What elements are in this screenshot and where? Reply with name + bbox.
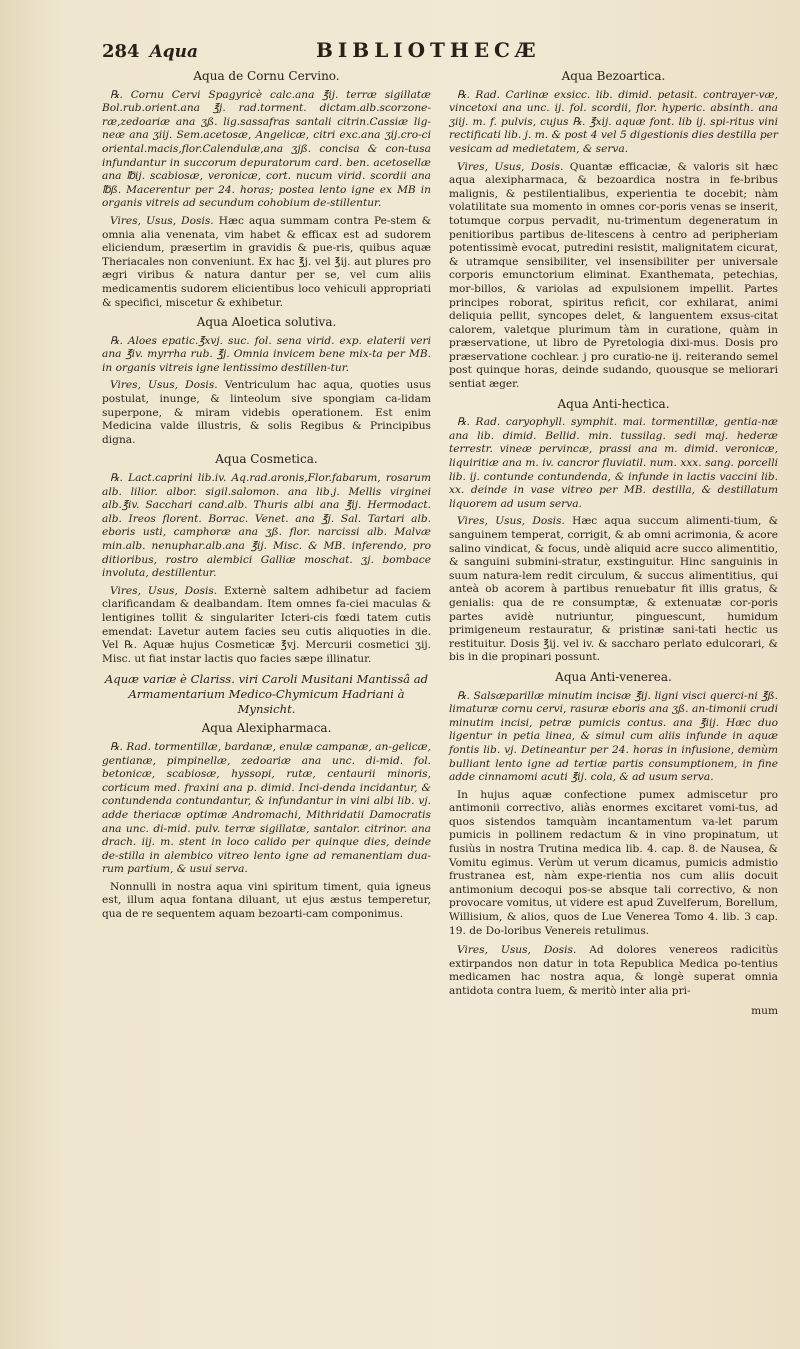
recipe-text: ℞. Rad. tormentillæ, bardanæ, enulæ campanæ, an-gelicæ, gentianæ, pimpinellæ, zedoariæ ana unc. di-mid. fol. betonicæ, scabiosæ, hyssopi, rutæ, centaurii minoris, corticum med. fraxini ana p. dimid. Inci-denda incidantur, & contundenda contundantur, & infundantur in vini albi lib. vj. adde theriacæ optimæ Andromachi, Mithridatii Damocratis ana unc. di-mid. pulv. terræ sigillatæ, santalor. citrinor. ana drach. iij. m. stent in loco calido per quinque dies, deinde de-stilla in alembico vitreo lento igne ad remanentiam dua-rum partium, & usui serva. [102,740,431,876]
section-title: Aqua Bezoartica. [561,69,666,83]
page-header [102,38,778,62]
usage-body: Ventriculum hac aqua, quoties usus postulat, inunge, & linteolum sive spongiam ca-lidam superpone, & miram videbis operationem. Est enim Medicina valde illustris, & solis Regibus & Principibus digna. [102,379,431,446]
usage-body: Quantæ efficaciæ, & valoris sit hæc aqua alexipharmaca, & bezoardica nostra in fe-bribus malignis, & pestilentialibus, experientia te docebit; nàm volatilitate sua momento in omnes cor-poris venas se inserit, totumque corpus pervadit, nu-trimentum degeneratum in penitioribus partibus de-litescens à centro ad peripheriam potentissimè evocat, putredini resistit, malignitatem cicurat, & utramque sensibiliter, vel insensibiliter per universale corporis emunctorium eliminat. Exanthemata, petechias, mor-billos, & variolas ad expulsionem impellit. Partes principes roborat, spiritus reficit, cor exhilarat, animi deliquia pellit, syncopes delet, & languentem exsus-citat calorem, valetque plurimum tàm in curatione, quàm in præservatione, ut libro de Pyretologia dixi-mus. Dosis pro præservatione cochlear. j pro curatio-ne ij. reiterando semel post quinque horas, deinde sudando, quousque se meliorari sentiat æger. [449,160,779,391]
section-title: Aqua Anti-venerea. [555,669,672,684]
section-title: Aqua Alexipharmaca. [201,721,332,736]
recipe-text: ℞. Aloes epatic.℥xvj. suc. fol. sena virid. exp. elaterii veri ana ℥iv. myrrha rub. ℥j. Omnia invicem bene mix-ta per MB. in organis vitreis igne lentissimo destillen-tur. [102,334,431,374]
usage-body: Ad dolores venereos radicitùs extirpandos non datur in tota Republica Medica po-tentius medicamen hac nostra aqua, & longè superat omnia antidota contra luem, & meritò inter alia pri- [449,944,779,997]
section [449,944,778,998]
section [449,398,778,665]
page-number: 284 [102,41,140,62]
section-title: Aqua Anti-hectica. [557,396,670,411]
recipe-text: ℞. Rad. Carlinæ exsicc. lib. dimid. petasit. contrayer-væ, vincetoxi ana unc. ij. fol. scordii, flor. hyperic. absinth. ana ʒiij. m. f. pulvis, cujus ℞. ℥xij. aquæ font. lib ij. spi-ritus vini rectificati lib. j. m. & post 4 vel 5 digestionis dies destilla per vesicam ad medietatem, & serva. [449,88,778,155]
section [102,70,431,310]
usage-body: In hujus aquæ confectione pumex admiscetur pro antimonii correctivo, aliàs enormes excitaret vomi-tus, ad quos sistendos tamquàm incantamentum va-let parum pumicis in pollinem redactum & in vino propinatum, ut fusiùs in nostra Trutina medica lib. 4. cap. 8. de Nausea, & Vomitu egimus. Verùm ut verum dicamus, pumicis admistio frustranea est, nàm expe-rientia nos cum aliis docuit antimonium decoqui pos-se absque tali correctivo, & non provocare vomitus, ut videre est apud Zuvelferum, Borellum, Willisium, & alios, quos de Lue Venerea Tomo 4. lib. 3 cap. 19. de Do-loribus Venereis retulimus. [449,788,778,937]
usage-lead: Vires, Usus, Dosis. [457,944,577,957]
section-title: Aqua de Cornu Cervino. [193,69,340,83]
right-column [449,66,778,1018]
recipe-text: ℞. Rad. caryophyll. symphit. mai. tormentillæ, gentia-næ ana lib. dimid. Bellid. min. tussilag. sedi maj. hederæ terrestr. vineæ pervincæ, prassi ana m. dimid. veronicæ, liquiritiæ ana m. iv. cancror fluviatil. num. xxx. sang. porcelli lib. ij. contunde contundenda, & infunde in lactis vaccini lib. xx. deinde in vase vitreo per MB. destilla, & destillatum liquorem ad usum serva. [449,416,778,510]
usage-text [102,215,431,310]
usage-text [449,789,778,939]
section [102,453,431,666]
recipe-text: ℞. Lact.caprini lib.iv. Aq.rad.aronis,Flor.fabarum, rosarum alb. lilior. albor. sigil.salomon. ana lib.j. Mellis virginei alb.℥iv. Sacchari cand.alb. Thuris albi ana ℥ij. Hermodact. alb. Ireos florent. Borrac. Venet. ana ℥j. Sal. Tartari alb. eboris usti, camphoræ ana ʒß. flor. narcissi alb. Malvæ min.alb. nenuphar.alb.ana ℥ij. Misc. & MB. inferendo, pro ditioribus, rostro alembici Galliæ moschat. ʒj. bombace involuta, destillentur. [102,472,431,580]
section-title: Aquæ variæ è Clariss. viri Caroli Musitani Mantissâ ad Armamentarium Medico-Chymicum Hadriani à Mynsicht. [104,672,429,717]
left-column [102,66,431,1018]
catchword: mum [751,1004,778,1017]
usage-lead: Vires, Usus, Dosis. [110,379,218,392]
section [102,722,431,921]
section [102,672,431,717]
section-title: Aqua Cosmetica. [215,452,318,467]
usage-text [449,161,778,392]
usage-text [102,881,431,922]
usage-body: Nonnulli in nostra aqua vini spiritum timent, quia igneus est, illum aqua fontana diluant, ut ejus æstus temperetur, qua de re sequentem aquam bezoarti-cam componimus. [102,880,431,921]
usage-text [102,585,431,667]
usage-body: Hæc aqua succum alimenti-tium, & sanguinem temperat, corrigit, & ab omni acrimonia, & acore salino vindicat, & focus, undè aliquid acre succo alimentitio, & sanguini submini-stratur, exstinguitur. Hinc sanguinis in suum natura-lem redit circulum, & succus alimentitius, qui anteà ob acorem à partibus renuebatur fit illis gratus, & genialis: qua de re consumptæ, & extenuatæ cor-poris partes avidè nutriuntur, pinguescunt, humidum primigeneum restauratur, & pristinæ sani-tati hectic us restituitur. Dosis ℥ij. vel iv. & saccharo perlato edulcorari, & bis in die propinari possunt. [449,515,779,664]
text-columns [102,66,778,1018]
usage-text [102,379,431,447]
section [449,70,778,392]
usage-body: Hæc aqua summam contra Pe-stem & omnia alia venenata, vim habet & efficax est ad sudorem eliciendum, præsertim in gravidis & pue-ris, quibus aquæ Theriacales non conveniunt. Ex hac ℥j. vel ℥ij. aut plures pro ægri viribus & natura dantur per se, vel cum aliis medicamentis sudorem elicientibus loco vehiculi appropriati & specifici, miscetur & exhibetur. [102,214,431,309]
usage-lead: Vires, Usus, Dosis. [110,584,218,597]
usage-lead: Vires, Usus, Dosis. [110,214,214,227]
usage-text [449,944,778,998]
recipe-text: ℞. Cornu Cervi Spagyricè calc.ana ℥ij. terræ sigillatæ Bol.rub.orient.ana ℥j. rad.torment. dictam.alb.scorzone-ræ,zedoariæ ana ʒß. lig.sassafras santali citrin.Cassiæ lig-neæ ana ʒiij. Sem.acetosæ, Angelicæ, citri exc.ana ʒij.cro-ci oriental.macis,flor.Calendulæ,ana ʒjß. concisa & con-tusa infundantur in succorum depuratorum card. ben. acetosellæ ana ℔ij. scabiosæ, veronicæ, cort. nucum virid. scordii ana ℔ß. Macerentur per 24. horas; postea lento igne ex MB in organis vitreis ad secundum cohobium de-stillentur. [102,88,431,210]
usage-body: Externè saltem adhibetur ad faciem clarificandam & dealbandam. Item omnes fa-ciei maculas & lentigines tollit & singulariter Icteri-cis fœdi tatem cutis emendat: Lavetur autem facies seu cutis aliquoties in die. Vel ℞. Aquæ hujus Cosmeticæ ℥vj. Mercurii cosmetici ʒij. Misc. ut fiat instar lactis quo facies sæpe illinatur. [102,584,432,665]
usage-lead: Vires, Usus, Dosis. [457,160,564,173]
usage-text [449,515,778,665]
running-title: Aqua [149,42,199,62]
book-title: BIBLIOTHECÆ [316,38,541,62]
usage-lead: Vires, Usus, Dosis. [457,515,565,528]
section [449,671,778,938]
recipe-text: ℞. Salsæparillæ minutim incisæ ℥ij. ligni visci querci-ni ℥ß. limaturæ cornu cervi, rasuræ eboris ana ʒß. an-timonii crudi minutim incisi, petræ pumicis contus. ana ℥iij. Hæc duo ligentur in petia linea, & simul cum aliis infunde in aquæ fontis lib. vj. Detineantur per 24. horas in infusione, demùm bulliant lento igne ad tertiæ partis consumptionem, in fine adde cinnamomi acuti ℥ij. cola, & ad usum serva. [449,689,778,784]
section [102,316,431,447]
section-title: Aqua Aloetica solutiva. [196,315,337,330]
